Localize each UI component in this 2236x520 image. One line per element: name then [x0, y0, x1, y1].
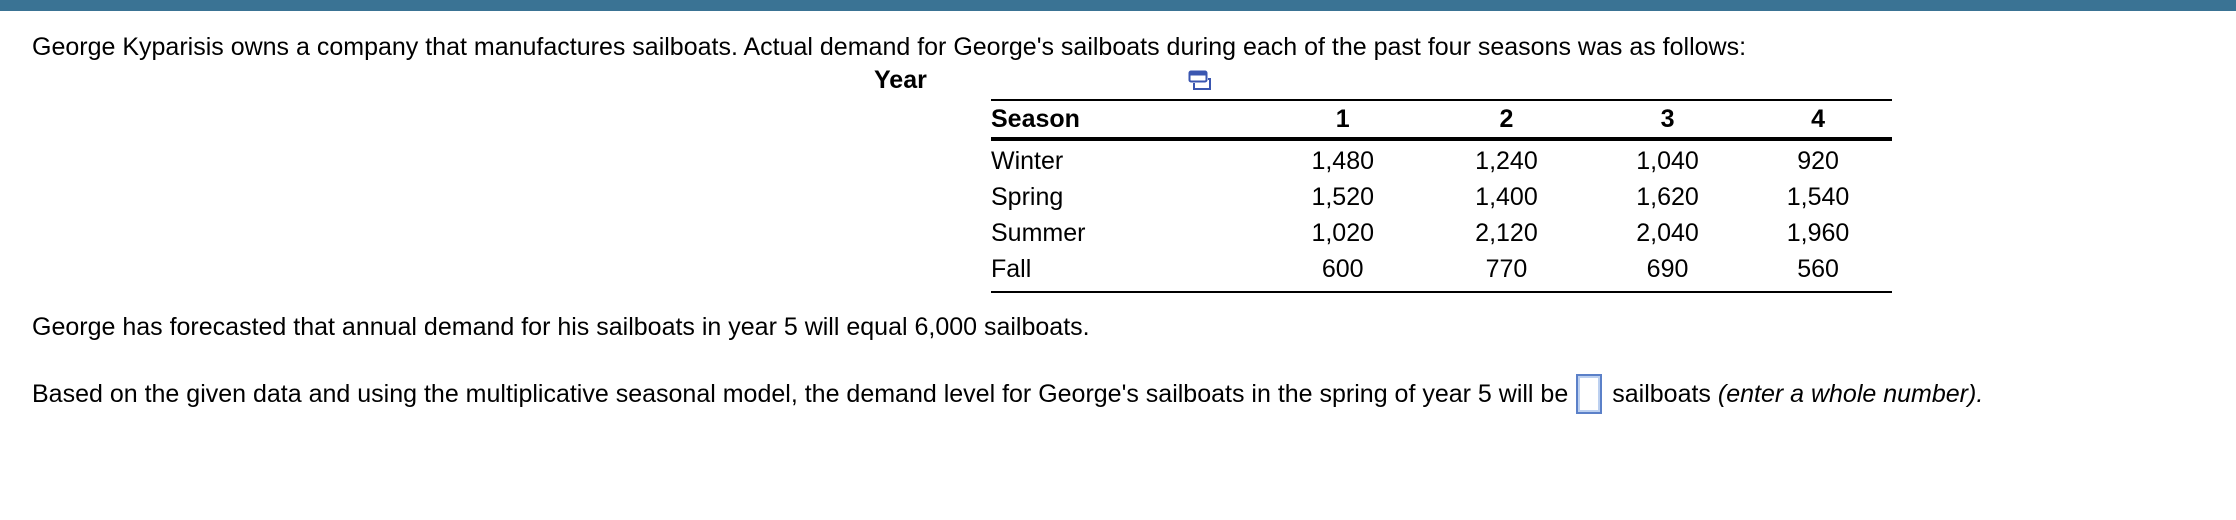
season-header: Season [991, 105, 1080, 133]
demand-cell: 600 [1321, 255, 1364, 283]
top-bar [0, 0, 2236, 11]
season-cell: Winter [991, 147, 1064, 175]
table-row [991, 251, 1892, 292]
year-header: 2 [1499, 105, 1514, 133]
question-line [32, 374, 1983, 414]
table-row [991, 215, 1892, 251]
table-header-row [991, 100, 1892, 139]
season-cell: Summer [991, 219, 1086, 247]
demand-cell: 690 [1646, 255, 1689, 283]
demand-cell: 770 [1485, 255, 1528, 283]
demand-cell: 1,480 [1311, 147, 1375, 175]
demand-cell: 1,520 [1311, 183, 1375, 211]
demand-cell: 1,400 [1475, 183, 1538, 211]
table-row [991, 139, 1892, 179]
season-cell: Spring [991, 183, 1064, 211]
question-text: Based on the given data and using the multiplicative seasonal model, the demand level for George's sailboats in the spring of year 5 will be [32, 380, 1569, 408]
answer-input[interactable] [1576, 374, 1602, 414]
demand-cell: 1,620 [1636, 183, 1699, 211]
demand-cell: 1,240 [1475, 147, 1538, 175]
problem-intro: George Kyparisis owns a company that manufactures sailboats. Actual demand for George's sailboats during each of the past four seasons was as follows: [32, 33, 1747, 61]
year-header: 4 [1811, 105, 1825, 133]
season-cell: Fall [991, 255, 1032, 283]
demand-cell: 2,120 [1475, 219, 1538, 247]
popout-window-icon[interactable] [1188, 70, 1212, 92]
answer-hint: (enter a whole number). [1717, 380, 1984, 408]
year-header: 3 [1660, 105, 1675, 133]
demand-cell: 2,040 [1636, 219, 1699, 247]
demand-cell: 1,540 [1786, 183, 1850, 211]
demand-cell: 560 [1797, 255, 1839, 283]
table-row [991, 179, 1892, 215]
answer-unit: sailboats [1612, 380, 1711, 408]
year-header: 1 [1335, 105, 1350, 133]
demand-cell: 1,960 [1786, 219, 1850, 247]
demand-cell: 920 [1797, 147, 1839, 175]
demand-table [991, 99, 1892, 293]
demand-cell: 1,040 [1636, 147, 1699, 175]
year-label: Year [874, 66, 927, 94]
forecast-statement: George has forecasted that annual demand for his sailboats in year 5 will equal 6,000 sailboats. [32, 313, 1090, 341]
demand-cell: 1,020 [1311, 219, 1375, 247]
